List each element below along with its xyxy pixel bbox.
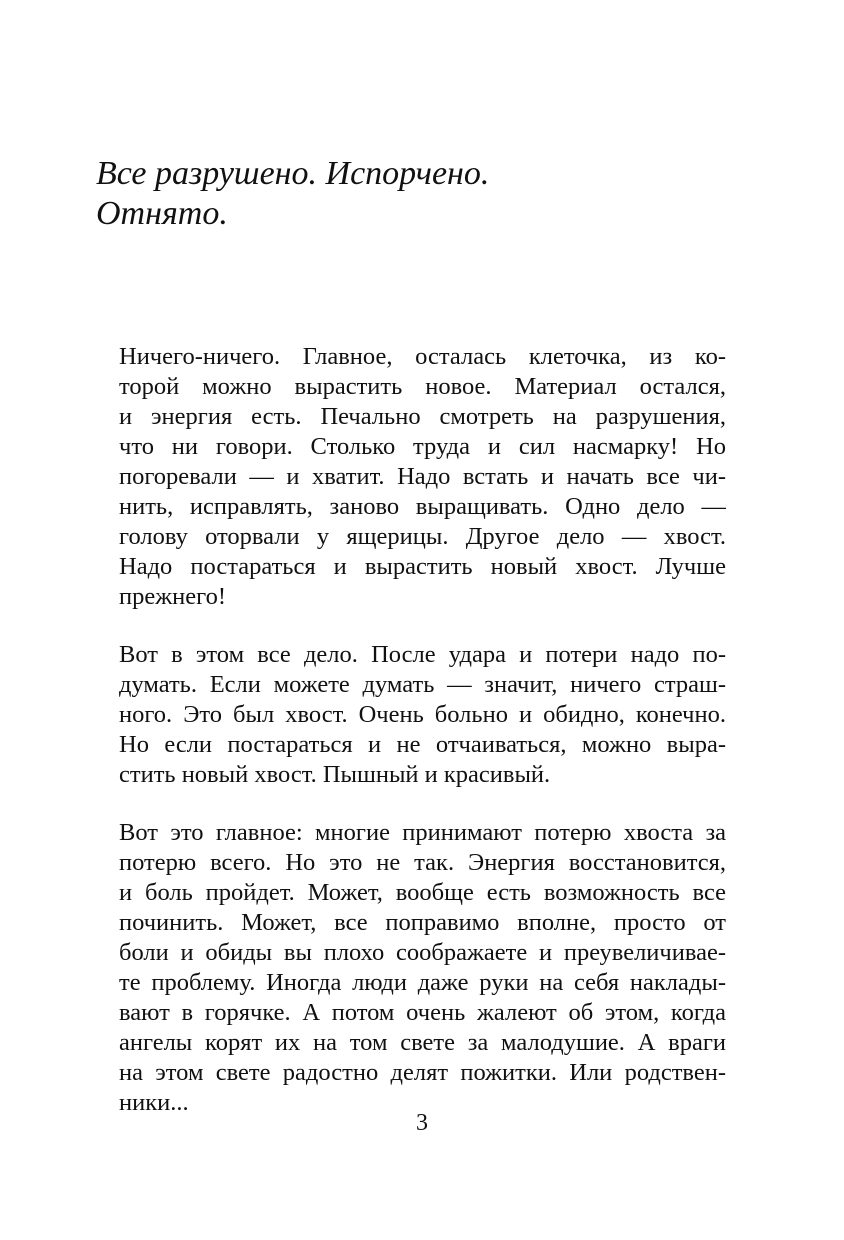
text-line: на этом свете радостно делят пожитки. Или родствен- — [119, 1059, 726, 1086]
epigraph-line: Все разрушено. Испорчено. — [96, 155, 490, 192]
text-line: ного. Это был хвост. Очень больно и обидно, конечно. — [119, 701, 726, 728]
text-line: Вот в этом все дело. После удара и потери надо по- — [119, 641, 726, 668]
text-line: починить. Может, все поправимо вполне, просто от — [119, 909, 726, 936]
epigraph-line: Отнято. — [96, 195, 228, 232]
text-line: стить новый хвост. Пышный и красивый. — [119, 761, 551, 788]
text-line: нить, исправлять, заново выращивать. Одно дело — — [119, 493, 726, 520]
text-line: что ни говори. Столько труда и сил насмарку! Но — [119, 433, 726, 460]
text-line: ники... — [119, 1089, 189, 1116]
text-line: и энергия есть. Печально смотреть на разрушения, — [119, 403, 726, 430]
text-line: боли и обиды вы плохо соображаете и преувеличивае- — [119, 939, 726, 966]
paragraph-2 — [119, 640, 726, 790]
text-line: торой можно вырастить новое. Материал остался, — [119, 373, 726, 400]
text-line: ангелы корят их на том свете за малодушие. А враги — [119, 1029, 726, 1056]
paragraph-1 — [119, 342, 726, 612]
text-line: Вот это главное: многие принимают потерю хвоста за — [119, 819, 726, 846]
paragraph-3 — [119, 818, 726, 1118]
text-line: и боль пройдет. Может, вообще есть возможность все — [119, 879, 726, 906]
text-line: прежнего! — [119, 583, 226, 610]
text-line: потерю всего. Но это не так. Энергия восстановится, — [119, 849, 726, 876]
text-line: Но если постараться и не отчаиваться, можно выра- — [119, 731, 726, 758]
text-line: Надо постараться и вырастить новый хвост. Лучше — [119, 553, 726, 580]
text-line: вают в горячке. А потом очень жалеют об этом, когда — [119, 999, 726, 1026]
text-line: те проблему. Иногда люди даже руки на себя наклады- — [119, 969, 726, 996]
text-line: Ничего-ничего. Главное, осталась клеточка, из ко- — [119, 343, 726, 370]
epigraph — [96, 154, 736, 234]
page-number: 3 — [416, 1110, 428, 1136]
text-line: думать. Если можете думать — значит, ничего страш- — [119, 671, 726, 698]
body-text — [119, 342, 726, 1146]
text-line: погоревали — и хватит. Надо встать и начать все чи- — [119, 463, 726, 490]
text-line: голову оторвали у ящерицы. Другое дело — хвост. — [119, 523, 726, 550]
